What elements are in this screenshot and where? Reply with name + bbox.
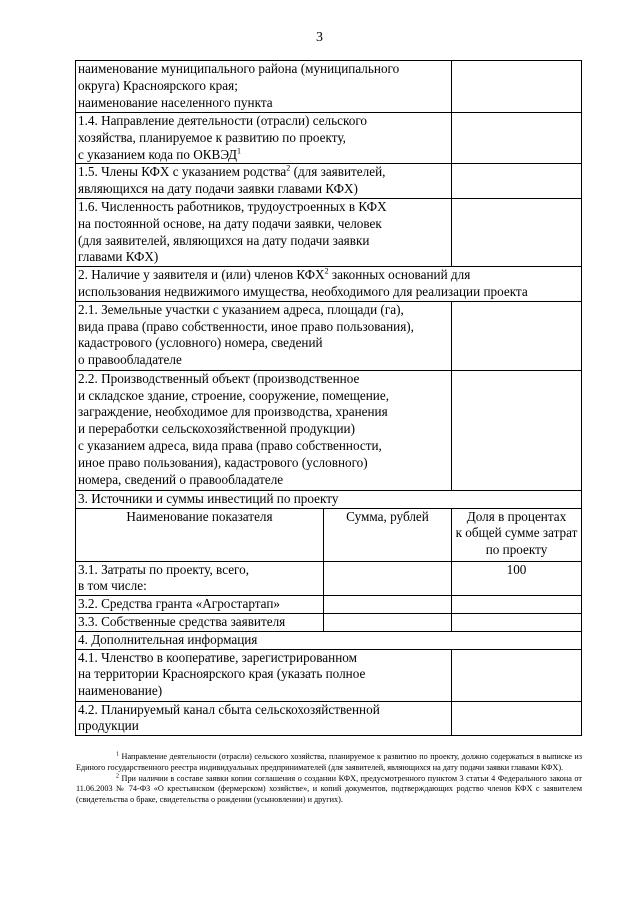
footnotes — [76, 752, 582, 806]
investment-sum-3-1 — [324, 561, 452, 596]
section-4-header — [76, 631, 582, 649]
footnote-1-mark: 1 — [116, 751, 119, 758]
form-row-4-1 — [76, 649, 582, 701]
investment-header-row — [76, 508, 582, 561]
row-label-2-2: 2.2. Производственный объект (производственное и складское здание, строение, сооружение, помещение, заграждение, необходимое для производства, хранения и переработки сельскохозяйственной продукции) с указанием адреса, вида права (право собственности, иное право пользования), кадастрового (условного) номера, сведений о правообладателе — [76, 370, 452, 490]
form-row-municipality — [76, 61, 582, 113]
row-label-1-4: 1.4. Направление деятельности (отрасли) сельского хозяйства, планируемое к развитию по проекту, с указанием кода по ОКВЭД$^1$ — [76, 113, 452, 164]
form-row-2-2 — [76, 370, 582, 490]
row-value-1-5 — [452, 164, 582, 199]
row-value-4-2 — [452, 701, 582, 736]
investment-name-3-3: 3.3. Собственные средства заявителя — [76, 613, 324, 631]
footnote-ref-1: 1 — [236, 146, 241, 156]
footnote-2-text: При наличии в составе заявки копии соглашения о создании КФХ, предусмотренного пунктом 3 статьи 4 Федерального закона от 11.06.2003 № 74-ФЗ «О крестьянском (фермерском) хозяйстве», и копий документов, подтверждающих родство членов КФХ с заявителем (свидетельства о браке, свидетельства о рождении (усыновлении) и других). — [76, 773, 582, 805]
investment-row-3-3 — [76, 613, 582, 631]
column-header-indicator: Наименование показателя — [76, 508, 324, 561]
column-header-sum: Сумма, рублей — [324, 508, 452, 561]
section-3-title: 3. Источники и суммы инвестиций по проекту — [76, 490, 582, 508]
section-4-title: 4. Дополнительная информация — [76, 631, 582, 649]
investment-sum-3-2 — [324, 596, 452, 614]
footnote-1 — [76, 752, 582, 774]
row-label-4-1: 4.1. Членство в кооперативе, зарегистрированном на территории Красноярского края (указать полное наименование) — [76, 649, 452, 701]
row-label-municipality: наименование муниципального района (муниципального округа) Красноярского края; наименование населенного пункта — [76, 61, 452, 113]
footnote-2-mark: 2 — [116, 772, 119, 779]
footnote-1-text: Направление деятельности (отрасли) сельского хозяйства, планируемое к развитию по проекту, должно содержаться в выписке из Единого государственного реестра индивидуальных предпринимателей (для заявителей, являющихся на дату подачи заявки главами КФХ). — [76, 752, 583, 772]
row-label-2-1: 2.1. Земельные участки с указанием адреса, площади (га), вида права (право собственности, иное право пользования), кадастрового (условного) номера, сведений о правообладателе — [76, 301, 452, 370]
row-value-2-1 — [452, 301, 582, 370]
row-value-1-6 — [452, 198, 582, 266]
section-3-header — [76, 490, 582, 508]
row-value-2-2 — [452, 370, 582, 490]
row-label-4-2: 4.2. Планируемый канал сбыта сельскохозяйственной продукции — [76, 701, 452, 736]
investment-name-3-1: 3.1. Затраты по проекту, всего, в том числе: — [76, 561, 324, 596]
investment-share-3-2 — [452, 596, 582, 614]
investment-share-3-1: 100 — [452, 561, 582, 596]
row-value-4-1 — [452, 649, 582, 701]
form-row-1-6 — [76, 198, 582, 266]
row-value-municipality — [452, 61, 582, 113]
section-2-header — [76, 267, 582, 302]
row-label-1-6: 1.6. Численность работников, трудоустроенных в КФХ на постоянной основе, на дату подачи заявки, человек (для заявителей, являющихся на дату подачи заявки главами КФХ) — [76, 198, 452, 266]
application-form-table — [75, 60, 582, 736]
investment-sum-3-3 — [324, 613, 452, 631]
form-row-2-1 — [76, 301, 582, 370]
investment-share-3-3 — [452, 613, 582, 631]
investment-row-3-1 — [76, 561, 582, 596]
form-row-4-2 — [76, 701, 582, 736]
row-label-1-5: 1.5. Члены КФХ с указанием родства$^2$ (для заявителей, являющихся на дату подачи заявки главами КФХ) — [76, 164, 452, 199]
footnote-2 — [76, 774, 582, 806]
form-row-1-4 — [76, 113, 582, 164]
row-value-1-4 — [452, 113, 582, 164]
investment-row-3-2 — [76, 596, 582, 614]
footnote-ref-2b: 2 — [324, 266, 329, 276]
page-number: 3 — [316, 30, 323, 45]
footnote-ref-2: 2 — [286, 164, 291, 173]
column-header-share: Доля в процентах к общей сумме затрат по проекту — [452, 508, 582, 561]
form-row-1-5 — [76, 164, 582, 199]
section-2-title: 2. Наличие у заявителя и (или) членов КФХ$^2$ законных оснований для использования недвижимого имущества, необходимого для реализации проекта — [76, 267, 582, 302]
investment-name-3-2: 3.2. Средства гранта «Агростартап» — [76, 596, 324, 614]
